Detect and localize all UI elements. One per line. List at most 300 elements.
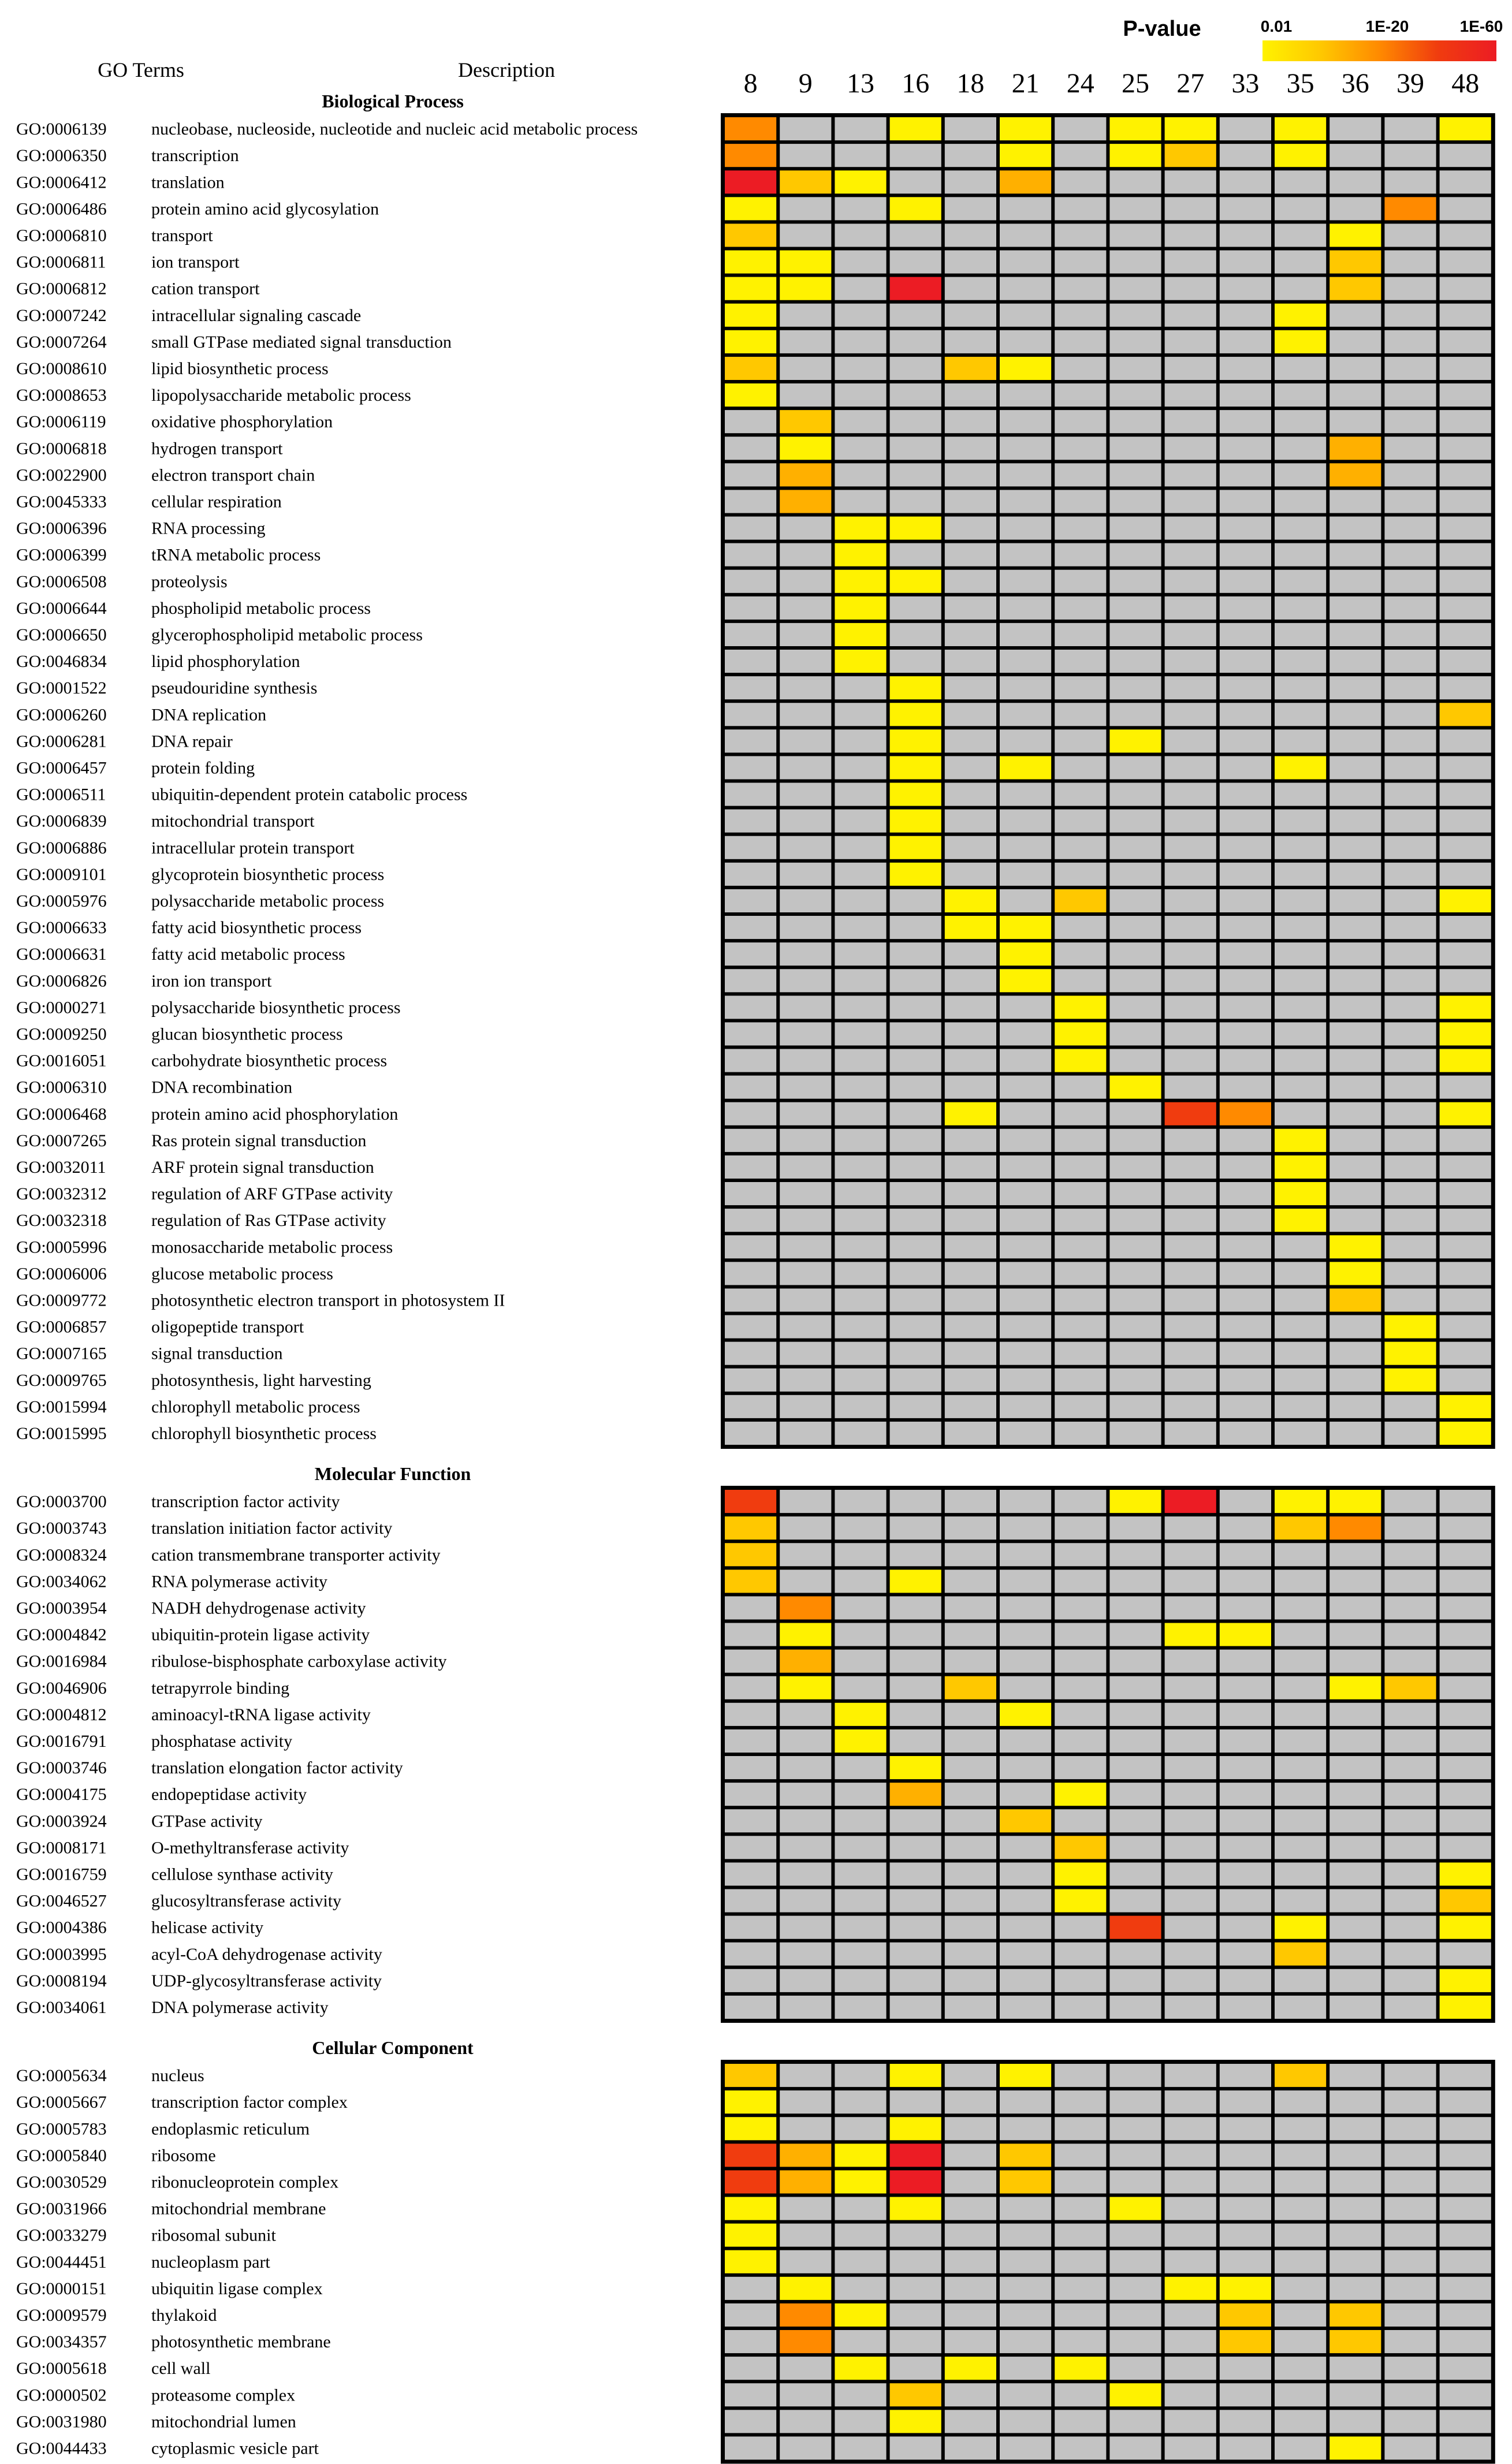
heatmap-cell [1055, 2436, 1106, 2459]
heatmap-cell [945, 2357, 996, 2380]
go-description-label: cellular respiration [151, 492, 282, 512]
heatmap-cell [1000, 490, 1051, 513]
heatmap-cell [1329, 942, 1381, 966]
heatmap-cell [1440, 304, 1491, 327]
go-id-label: GO:0034062 [16, 1572, 107, 1591]
heatmap-cell [1109, 1889, 1161, 1913]
heatmap-cell [1055, 304, 1106, 327]
heatmap-cell [780, 1395, 831, 1418]
heatmap-cell [890, 2224, 941, 2247]
heatmap-cell [1275, 1650, 1326, 1673]
heatmap-cell [1440, 357, 1491, 380]
heatmap-cell [1329, 597, 1381, 620]
heatmap-cell [1055, 650, 1106, 673]
heatmap-cell [1329, 1596, 1381, 1619]
heatmap-cell [945, 729, 996, 752]
heatmap-cell [835, 2436, 886, 2459]
heatmap-row [16, 1516, 1491, 1539]
heatmap-cell [725, 2250, 776, 2273]
heatmap-row [16, 1209, 1491, 1232]
heatmap-cell [945, 1836, 996, 1859]
heatmap-cell [1440, 383, 1491, 407]
heatmap-cell [1000, 1022, 1051, 1045]
heatmap-cell [1109, 810, 1161, 833]
heatmap-cell [780, 650, 831, 673]
heatmap-cell [780, 1809, 831, 1832]
heatmap-cell [1384, 1490, 1436, 1513]
heatmap-cell [1275, 2064, 1326, 2087]
heatmap-cell [1055, 2410, 1106, 2433]
heatmap-cell [725, 383, 776, 407]
heatmap-cell [1165, 437, 1216, 460]
heatmap-cell [1109, 1516, 1161, 1539]
heatmap-cell [1275, 277, 1326, 300]
heatmap-cell [1109, 1022, 1161, 1045]
heatmap-cell [1329, 330, 1381, 353]
heatmap-cell [1000, 729, 1051, 752]
heatmap-cell [835, 1315, 886, 1339]
heatmap-cell [945, 1729, 996, 1753]
heatmap-cell [1109, 1182, 1161, 1205]
heatmap-cell [945, 2064, 996, 2087]
heatmap-cell [1109, 2170, 1161, 2193]
heatmap-cell [1165, 1516, 1216, 1539]
go-description-label: polysaccharide metabolic process [151, 891, 385, 911]
heatmap-cell [1055, 1916, 1106, 1939]
heatmap-cell [890, 916, 941, 939]
heatmap-cell [725, 597, 776, 620]
heatmap-cell [1275, 1703, 1326, 1726]
heatmap-cell [1055, 623, 1106, 646]
heatmap-cell [780, 2224, 831, 2247]
heatmap-cell [1384, 863, 1436, 886]
go-description-label: glucose metabolic process [151, 1264, 333, 1284]
heatmap-cell [945, 703, 996, 726]
heatmap-cell [1275, 1369, 1326, 1392]
heatmap-cell [1220, 703, 1271, 726]
heatmap-cell [725, 1650, 776, 1673]
heatmap-cell [725, 2090, 776, 2113]
legend-title: P-value [1123, 17, 1201, 41]
heatmap-cell [1275, 2330, 1326, 2353]
go-description-label: transcription factor activity [151, 1492, 340, 1512]
heatmap-cell [1000, 1623, 1051, 1646]
heatmap-cell [780, 1022, 831, 1045]
heatmap-cell [1000, 1650, 1051, 1673]
heatmap-cell [835, 330, 886, 353]
heatmap-cell [1275, 1543, 1326, 1566]
heatmap-cell [1165, 490, 1216, 513]
heatmap-cell [1440, 1676, 1491, 1699]
heatmap-cell [890, 1262, 941, 1285]
heatmap-cell [1329, 1650, 1381, 1673]
heatmap-cell [1109, 1650, 1161, 1673]
heatmap-cell [1220, 2410, 1271, 2433]
heatmap-cell [725, 783, 776, 806]
heatmap-cell [1000, 1596, 1051, 1619]
heatmap-cell [1329, 197, 1381, 220]
heatmap-cell [725, 197, 776, 220]
go-description-label: phospholipid metabolic process [151, 598, 371, 618]
heatmap-cell [1000, 1155, 1051, 1179]
heatmap-cell [1440, 223, 1491, 247]
heatmap-cell [780, 1049, 831, 1072]
heatmap-cell [890, 197, 941, 220]
heatmap-cell [890, 996, 941, 1019]
heatmap-cell [725, 1596, 776, 1619]
go-id-label: GO:0004175 [16, 1785, 107, 1805]
heatmap-cell [835, 1516, 886, 1539]
column-label: 8 [743, 68, 758, 99]
heatmap-cell [1440, 2144, 1491, 2167]
heatmap-cell [1329, 756, 1381, 779]
heatmap-cell [1275, 1315, 1326, 1339]
heatmap-cell [1109, 570, 1161, 593]
heatmap-cell [890, 2277, 941, 2300]
heatmap-cell [890, 1543, 941, 1566]
heatmap-cell [1275, 1102, 1326, 1125]
heatmap-cell [1220, 650, 1271, 673]
heatmap-cell [1055, 2277, 1106, 2300]
heatmap-cell [1440, 2436, 1491, 2459]
heatmap-row [16, 1836, 1491, 1859]
heatmap-cell [725, 463, 776, 486]
heatmap-cell [1384, 1969, 1436, 1992]
heatmap-row [16, 597, 1491, 620]
heatmap-cell [1220, 1235, 1271, 1258]
heatmap-cell [890, 650, 941, 673]
heatmap-cell [1440, 1049, 1491, 1072]
heatmap-cell [890, 676, 941, 699]
section-title: Molecular Function [314, 1463, 471, 1484]
heatmap-cell [1000, 1288, 1051, 1311]
go-description-label: O-methyltransferase activity [151, 1838, 349, 1858]
heatmap-cell [835, 969, 886, 992]
go-description-label: translation initiation factor activity [151, 1519, 393, 1538]
heatmap-cell [945, 1342, 996, 1365]
heatmap-cell [1165, 2117, 1216, 2140]
heatmap-cell [945, 1516, 996, 1539]
heatmap-cell [780, 1516, 831, 1539]
heatmap-cell [1000, 1490, 1051, 1513]
heatmap-cell [1000, 197, 1051, 220]
heatmap-row [16, 2410, 1491, 2433]
heatmap-cell [1329, 1783, 1381, 1806]
heatmap-cell [1329, 1022, 1381, 1045]
heatmap-cell [1220, 170, 1271, 193]
heatmap-cell [1220, 783, 1271, 806]
heatmap-cell [890, 1129, 941, 1152]
heatmap-cell [1055, 703, 1106, 726]
heatmap-cell [945, 543, 996, 566]
heatmap-cell [835, 1756, 886, 1779]
heatmap-row [16, 197, 1491, 220]
heatmap-cell [1440, 1076, 1491, 1099]
heatmap-cell [780, 836, 831, 859]
heatmap-cell [1109, 383, 1161, 407]
heatmap-cell [1275, 810, 1326, 833]
go-description-label: fatty acid biosynthetic process [151, 918, 362, 938]
heatmap-cell [1165, 1623, 1216, 1646]
heatmap-cell [725, 729, 776, 752]
heatmap-cell [1440, 2064, 1491, 2087]
heatmap-cell [890, 703, 941, 726]
go-id-label: GO:0009250 [16, 1024, 107, 1044]
heatmap-cell [1109, 863, 1161, 886]
heatmap-cell [1275, 357, 1326, 380]
heatmap-cell [890, 2410, 941, 2433]
heatmap-cell [1165, 1916, 1216, 1939]
heatmap-cell [1000, 330, 1051, 353]
heatmap-cell [945, 756, 996, 779]
heatmap-cell [1000, 1676, 1051, 1699]
heatmap-cell [1440, 2170, 1491, 2193]
heatmap-cell [1109, 1155, 1161, 1179]
heatmap-row [16, 1155, 1491, 1179]
heatmap-cell [780, 304, 831, 327]
heatmap-cell [835, 1155, 886, 1179]
heatmap-cell [1220, 1703, 1271, 1726]
heatmap-cell [1165, 1155, 1216, 1179]
heatmap-cell [725, 410, 776, 433]
heatmap-cell [780, 1783, 831, 1806]
heatmap-cell [835, 2144, 886, 2167]
heatmap-cell [1329, 1129, 1381, 1152]
heatmap-cell [780, 1916, 831, 1939]
go-id-label: GO:0033279 [16, 2226, 107, 2245]
go-id-label: GO:0006511 [16, 785, 106, 804]
column-label: 33 [1231, 68, 1260, 99]
go-id-label: GO:0006468 [16, 1104, 107, 1124]
go-description-label: lipid phosphorylation [151, 652, 300, 672]
heatmap-cell [1220, 2064, 1271, 2087]
heatmap-cell [1220, 1129, 1271, 1152]
heatmap-cell [1000, 650, 1051, 673]
heatmap-cell [890, 1422, 941, 1445]
heatmap-cell [945, 1969, 996, 1992]
heatmap-cell [725, 996, 776, 1019]
heatmap-cell [1165, 810, 1216, 833]
heatmap-cell [1109, 1102, 1161, 1125]
heatmap-cell [1275, 304, 1326, 327]
go-description-label: cellulose synthase activity [151, 1865, 333, 1884]
heatmap-cell [890, 1235, 941, 1258]
heatmap-cell [890, 437, 941, 460]
heatmap-cell [1220, 2197, 1271, 2220]
heatmap-cell [890, 543, 941, 566]
heatmap-cell [1000, 1996, 1051, 2019]
section-title: Cellular Component [312, 2037, 474, 2058]
heatmap-cell [835, 1650, 886, 1673]
heatmap-cell [890, 330, 941, 353]
go-id-label: GO:0006412 [16, 173, 107, 192]
heatmap-cell [1109, 1422, 1161, 1445]
go-id-label: GO:0032318 [16, 1211, 107, 1231]
heatmap-cell [890, 2330, 941, 2353]
go-description-label: nucleus [151, 2066, 204, 2086]
heatmap-cell [1165, 703, 1216, 726]
go-id-label: GO:0006886 [16, 838, 107, 858]
heatmap-cell [1055, 916, 1106, 939]
heatmap-cell [1384, 197, 1436, 220]
heatmap-row [16, 490, 1491, 513]
go-description-label: acyl-CoA dehydrogenase activity [151, 1944, 382, 1964]
heatmap-cell [945, 1102, 996, 1125]
heatmap-cell [1440, 889, 1491, 912]
heatmap-cell [1000, 1262, 1051, 1285]
heatmap-cell [1055, 783, 1106, 806]
heatmap-cell [1055, 1943, 1106, 1966]
heatmap-cell [1000, 1076, 1051, 1099]
heatmap-cell [1220, 1570, 1271, 1593]
heatmap-cell [1275, 783, 1326, 806]
heatmap-cell [1275, 197, 1326, 220]
heatmap-cell [1000, 1836, 1051, 1859]
heatmap-cell [1440, 1969, 1491, 1992]
grid-frame [721, 1486, 1495, 2023]
heatmap-cell [1384, 597, 1436, 620]
heatmap-cell [890, 570, 941, 593]
heatmap-cell [1384, 170, 1436, 193]
go-id-label: GO:0008653 [16, 386, 107, 405]
heatmap-cell [1055, 383, 1106, 407]
heatmap-cell [1000, 1209, 1051, 1232]
go-id-label: GO:0006310 [16, 1078, 107, 1097]
heatmap-cell [780, 889, 831, 912]
heatmap-cell [1329, 2410, 1381, 2433]
heatmap-row [16, 1369, 1491, 1392]
heatmap-row [16, 1889, 1491, 1913]
heatmap-cell [945, 1490, 996, 1513]
go-description-label: polysaccharide biosynthetic process [151, 998, 401, 1017]
heatmap-cell [1220, 197, 1271, 220]
go-id-label: GO:0000151 [16, 2279, 107, 2298]
go-id-label: GO:0005618 [16, 2359, 107, 2379]
heatmap-cell [835, 1235, 886, 1258]
heatmap-cell [725, 2357, 776, 2380]
heatmap-cell [1275, 729, 1326, 752]
heatmap-cell [1440, 1102, 1491, 1125]
heatmap-cell [835, 463, 886, 486]
heatmap-cell [1055, 1596, 1106, 1619]
go-description-label: ubiquitin-dependent protein catabolic process [151, 785, 468, 804]
heatmap-cell [945, 916, 996, 939]
heatmap-cell [1055, 144, 1106, 167]
heatmap-cell [1275, 1943, 1326, 1966]
heatmap-cell [725, 1836, 776, 1859]
heatmap-cell [725, 942, 776, 966]
heatmap-cell [1000, 756, 1051, 779]
heatmap-cell [1440, 836, 1491, 859]
go-description-label: photosynthesis, light harvesting [151, 1370, 371, 1390]
heatmap-cell [1109, 783, 1161, 806]
heatmap-row [16, 1543, 1491, 1566]
heatmap-cell [1384, 2170, 1436, 2193]
heatmap-cell [835, 144, 886, 167]
heatmap-cell [780, 517, 831, 540]
heatmap-cell [1440, 1836, 1491, 1859]
heatmap-cell [1000, 1129, 1051, 1152]
heatmap-cell [890, 1836, 941, 1859]
heatmap-cell [1109, 2410, 1161, 2433]
go-id-label: GO:0005783 [16, 2119, 107, 2139]
heatmap-cell [725, 2224, 776, 2247]
heatmap-cell [1109, 889, 1161, 912]
heatmap-cell [1055, 1235, 1106, 1258]
heatmap-cell [890, 2436, 941, 2459]
heatmap-cell [1384, 836, 1436, 859]
heatmap-cell [1384, 223, 1436, 247]
heatmap-cell [1440, 1182, 1491, 1205]
heatmap-cell [890, 1076, 941, 1099]
heatmap-cell [1329, 1155, 1381, 1179]
heatmap-cell [725, 2117, 776, 2140]
heatmap-cell [1440, 2303, 1491, 2327]
heatmap-cell [1109, 1596, 1161, 1619]
heatmap-cell [1055, 1262, 1106, 1285]
go-description-label: small GTPase mediated signal transduction [151, 332, 452, 352]
heatmap-cell [835, 2410, 886, 2433]
heatmap-cell [1329, 1570, 1381, 1593]
heatmap-cell [1165, 1129, 1216, 1152]
heatmap-cell [1329, 810, 1381, 833]
heatmap-cell [1000, 543, 1051, 566]
go-description-label: proteolysis [151, 572, 228, 591]
heatmap-cell [1440, 623, 1491, 646]
heatmap-cell [1055, 1836, 1106, 1859]
heatmap-cell [835, 1969, 886, 1992]
heatmap-cell [1109, 1129, 1161, 1152]
heatmap-cell [835, 490, 886, 513]
heatmap-cell [780, 2250, 831, 2273]
heatmap-cell [945, 1022, 996, 1045]
heatmap-cell [1109, 1490, 1161, 1513]
heatmap-cell [1384, 2064, 1436, 2087]
heatmap-cell [780, 1943, 831, 1966]
heatmap-cell [890, 1756, 941, 1779]
heatmap-cell [835, 1729, 886, 1753]
heatmap-cell [835, 729, 886, 752]
heatmap-cell [725, 1809, 776, 1832]
heatmap-cell [835, 170, 886, 193]
heatmap-cell [945, 996, 996, 1019]
heatmap-cell [890, 836, 941, 859]
go-description-label: signal transduction [151, 1344, 283, 1363]
heatmap-cell [835, 117, 886, 140]
heatmap-cell [1329, 969, 1381, 992]
heatmap-cell [1000, 1969, 1051, 1992]
heatmap-cell [1000, 1756, 1051, 1779]
heatmap-cell [780, 1889, 831, 1913]
heatmap-cell [1329, 916, 1381, 939]
heatmap-cell [780, 783, 831, 806]
go-description-label: ribulose-bisphosphate carboxylase activity [151, 1652, 447, 1671]
heatmap-cell [835, 1342, 886, 1365]
heatmap-cell [890, 1889, 941, 1913]
go-id-label: GO:0004386 [16, 1918, 107, 1937]
heatmap-cell [1384, 1623, 1436, 1646]
legend-tick-low: 0.01 [1260, 17, 1293, 35]
heatmap-cell [725, 1288, 776, 1311]
heatmap-cell [780, 1729, 831, 1753]
heatmap-cell [1220, 810, 1271, 833]
heatmap-cell [890, 251, 941, 274]
heatmap-cell [1329, 1756, 1381, 1779]
heatmap-cell [1055, 1623, 1106, 1646]
heatmap-cell [725, 170, 776, 193]
heatmap-cell [1440, 1315, 1491, 1339]
go-description-label: nucleoplasm part [151, 2252, 270, 2272]
